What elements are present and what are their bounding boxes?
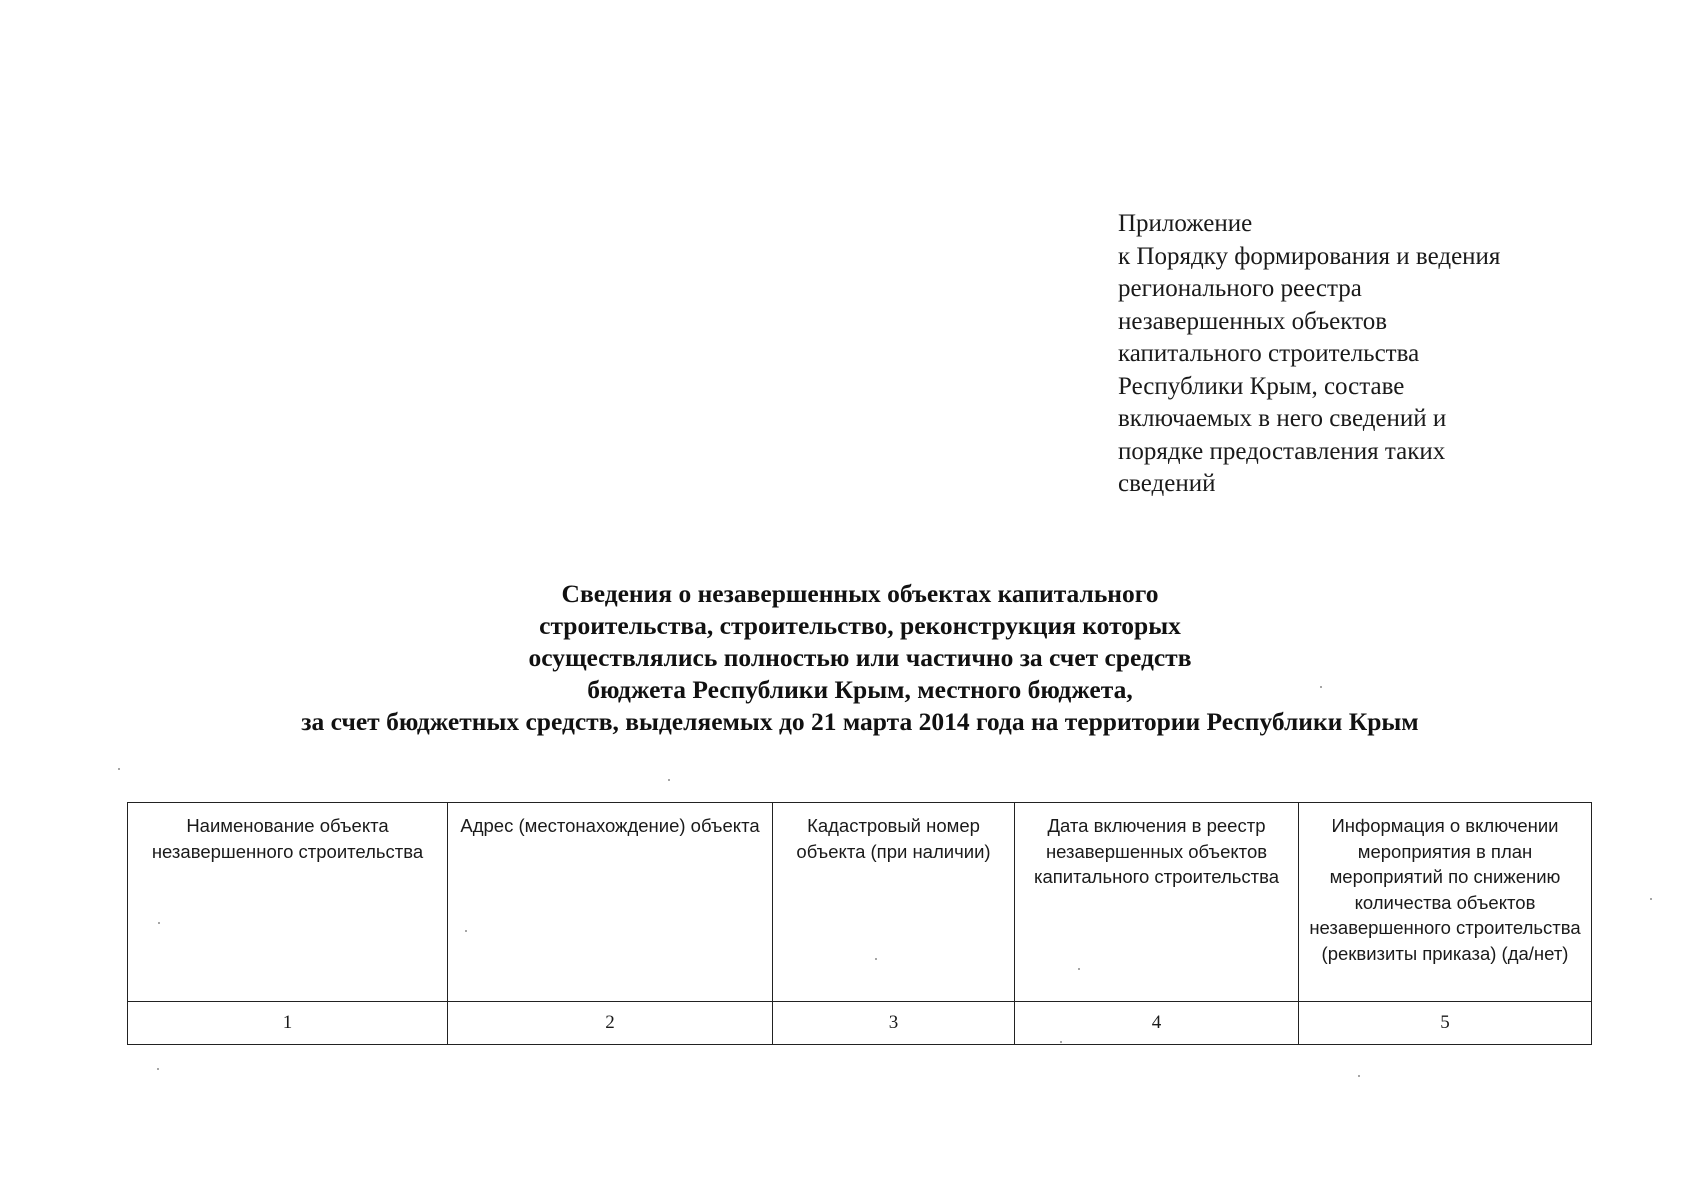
appendix-line: включаемых в него сведений и — [1118, 405, 1447, 432]
scan-speck — [1320, 686, 1322, 688]
scan-speck — [118, 768, 120, 770]
document-title — [150, 578, 1570, 738]
appendix-line: сведений — [1118, 470, 1216, 497]
header-cell-plan-info: Информация о включении мероприятия в план мероприятий по снижению количества объектов незавершенного строительства (реквизиты приказа) (да/нет) — [1299, 803, 1592, 1002]
appendix-line: незавершенных объектов — [1118, 307, 1387, 335]
column-number: 3 — [773, 1002, 1015, 1045]
scan-speck — [1078, 968, 1080, 970]
title-line: осуществлялись полностью или частично за счет средств — [528, 643, 1192, 672]
appendix-line: Республики Крым, составе — [1118, 372, 1405, 400]
scan-speck — [1358, 1075, 1360, 1077]
column-number: 1 — [128, 1002, 448, 1045]
table-number-row — [128, 1002, 1592, 1045]
scan-speck — [668, 779, 670, 781]
column-number: 2 — [448, 1002, 773, 1045]
title-line: за счет бюджетных средств, выделяемых до 21 марта 2014 года на территории Республики Крым — [301, 707, 1419, 736]
appendix-line: порядке предоставления таких — [1118, 437, 1446, 465]
appendix-line: регионального реестра — [1118, 275, 1362, 302]
column-number: 4 — [1015, 1002, 1299, 1045]
scan-speck — [157, 1068, 159, 1070]
table-header-row — [128, 803, 1592, 1002]
header-cell-inclusion-date: Дата включения в реестр незавершенных объектов капитального строительства — [1015, 803, 1299, 1002]
title-line: бюджета Республики Крым, местного бюджета, — [587, 675, 1133, 704]
appendix-line: Приложение — [1118, 210, 1253, 237]
scan-speck — [1060, 1041, 1062, 1043]
registry-table — [127, 802, 1592, 1045]
scan-speck — [465, 930, 467, 932]
title-line: строительства, строительство, реконструкция которых — [539, 611, 1181, 640]
title-line: Сведения о незавершенных объектах капитального — [561, 579, 1159, 608]
appendix-line: капитального строительства — [1118, 340, 1420, 367]
header-cell-cadastral-number: Кадастровый номер объекта (при наличии) — [773, 803, 1015, 1002]
scan-speck — [158, 922, 160, 924]
appendix-line: к Порядку формирования и ведения — [1118, 242, 1501, 270]
column-number: 5 — [1299, 1002, 1592, 1045]
scan-speck — [1650, 898, 1652, 900]
header-cell-object-name: Наименование объекта незавершенного строительства — [128, 803, 448, 1002]
scan-speck — [875, 958, 877, 960]
header-cell-address: Адрес (местонахождение) объекта — [448, 803, 773, 1002]
appendix-note — [1118, 208, 1578, 501]
